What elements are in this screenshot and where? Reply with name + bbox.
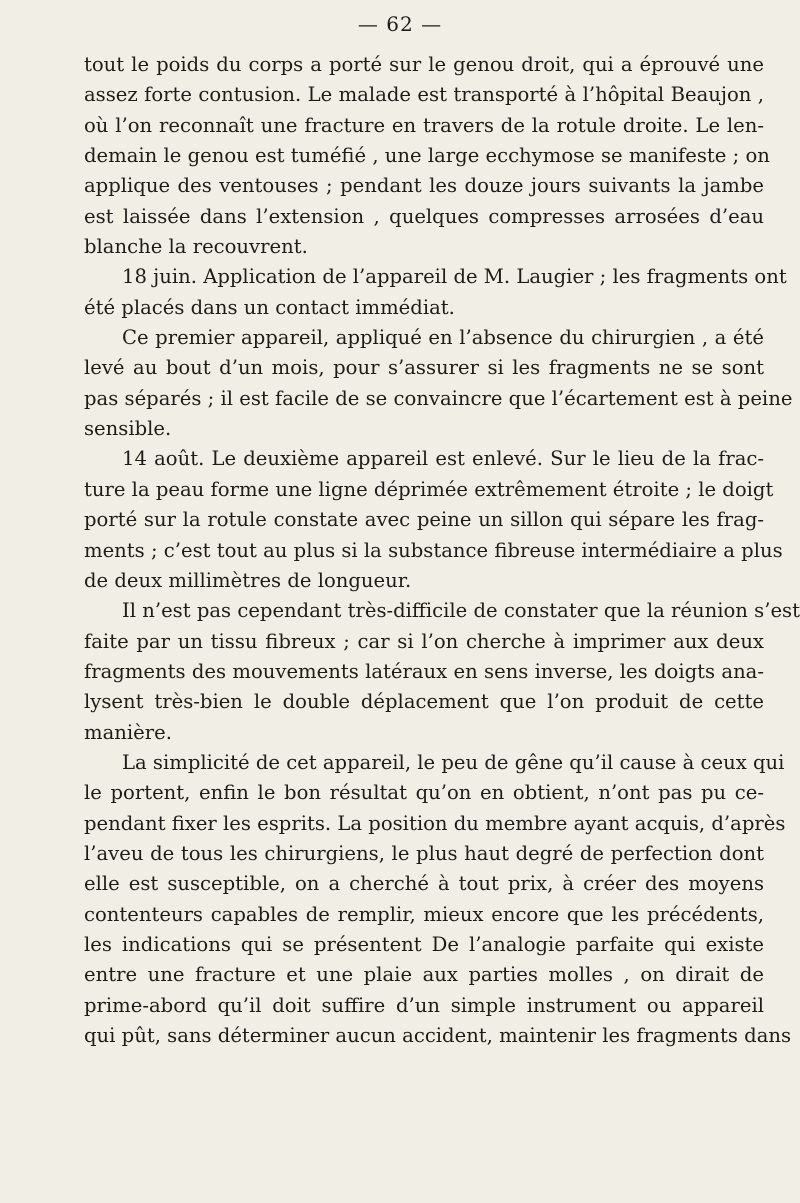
text-line: l’aveu de tous les chirurgiens, le plus haut degré de perfection dont	[84, 841, 764, 865]
body-text	[84, 50, 800, 1051]
page-number: — 62 —	[357, 12, 443, 36]
text-line: 14 août. Le deuxième appareil est enlevé. Sur le lieu de la frac-	[122, 447, 764, 471]
text-line: sensible.	[84, 417, 172, 441]
text-line: elle est susceptible, on a cherché à tout prix, à créer des moyens	[84, 872, 764, 896]
text-line: 18 juin. Application de l’appareil de M. Laugier ; les fragments ont	[122, 265, 787, 289]
text-line: pendant fixer les esprits. La position du membre ayant acquis, d’après	[84, 811, 786, 835]
text-line: blanche la recouvrent.	[84, 235, 308, 259]
text-line: tout le poids du corps a porté sur le genou droit, qui a éprouvé une	[84, 53, 764, 76]
text-line: demain le genou est tuméfié , une large ecchymose se manifeste ; on	[84, 144, 770, 168]
text-line: ments ; c’est tout au plus si la substance fibreuse intermédiaire a plus	[84, 538, 783, 562]
text-line: lysent très-bien le double déplacement que l’on produit de cette	[84, 690, 764, 714]
text-line: été placés dans un contact immédiat.	[84, 295, 455, 319]
text-line: La simplicité de cet appareil, le peu de gêne qu’il cause à ceux qui	[122, 750, 785, 774]
text-line: assez forte contusion. Le malade est transporté à l’hôpital Beaujon ,	[84, 83, 764, 107]
text-line: porté sur la rotule constate avec peine un sillon qui sépare les frag-	[84, 508, 764, 532]
text-line: Ce premier appareil, appliqué en l’absence du chirurgien , a été	[122, 326, 764, 350]
text-line: est laissée dans l’extension , quelques compresses arrosées d’eau	[84, 204, 764, 228]
text-line: applique des ventouses ; pendant les douze jours suivants la jambe	[84, 174, 764, 198]
text-line: de deux millimètres de longueur.	[84, 568, 412, 592]
text-line: prime-abord qu’il doit suffire d’un simple instrument ou appareil	[84, 993, 764, 1017]
text-line: les indications qui se présentent De l’analogie parfaite qui existe	[84, 932, 764, 956]
text-line: manière.	[84, 720, 172, 744]
text-line: Il n’est pas cependant très-difficile de constater que la réunion s’est	[122, 599, 800, 623]
text-line: entre une fracture et une plaie aux parties molles , on dirait de	[84, 963, 764, 987]
text-line: où l’on reconnaît une fracture en travers de la rotule droite. Le len-	[84, 113, 764, 137]
text-line: ture la peau forme une ligne déprimée extrêmement étroite ; le doigt	[84, 477, 774, 501]
text-line: qui pût, sans déterminer aucun accident, maintenir les fragments dans	[84, 1024, 792, 1047]
text-line: pas séparés ; il est facile de se convaincre que l’écartement est à peine	[84, 386, 793, 410]
text-line: contenteurs capables de remplir, mieux encore que les précédents,	[84, 902, 764, 926]
text-line: levé au bout d’un mois, pour s’assurer si les fragments ne se sont	[84, 356, 764, 380]
text-line: le portent, enfin le bon résultat qu’on en obtient, n’ont pas pu ce-	[84, 781, 764, 805]
text-line: fragments des mouvements latéraux en sens inverse, les doigts ana-	[84, 659, 764, 683]
text-line: faite par un tissu fibreux ; car si l’on cherche à imprimer aux deux	[84, 629, 764, 653]
